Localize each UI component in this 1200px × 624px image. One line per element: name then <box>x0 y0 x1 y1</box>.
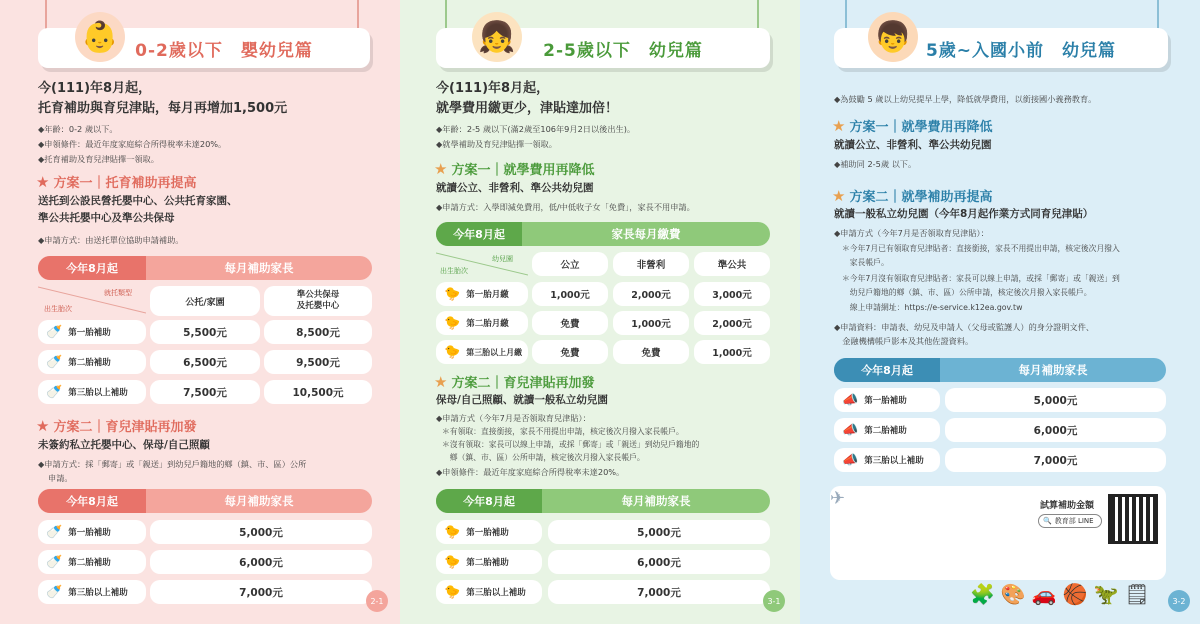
intro-line-2: 托育補助與育兒津貼，每月再增加1,500元 <box>38 101 288 116</box>
row-label-text: 第二胎補助 <box>68 558 111 568</box>
plan2-line: ◆申請方式（今年7月是否領取育兒津貼）： <box>436 413 591 423</box>
plan2-line: 幼兒戶籍地的鄉（鎮、市、區）公所申請，核定後次月撥入家長帳戶。 <box>842 288 1092 297</box>
plan1-note: ◆補助同 2-5歲 以下。 <box>834 159 917 169</box>
bar-right: 每月補助家長 <box>1018 363 1088 377</box>
table-cell: 2,000元 <box>694 311 770 335</box>
megaphone-icon: 📣 <box>842 422 859 438</box>
bullet: ◆年齡：2-5 歲以下(滿2歲至106年9月2日以後出生)。 <box>436 124 636 134</box>
table-row-label <box>436 311 528 335</box>
table-row-label <box>38 580 146 604</box>
paper-plane-icon: ✈ <box>830 488 846 509</box>
row-label-text: 第三胎以上補助 <box>466 588 526 598</box>
plan1-sub: 就讀公立、非營利、準公共幼兒園 <box>436 182 594 194</box>
plan2-apply: ◆申請方式：採「郵寄」或「親送」到幼兒戶籍地的鄉（鎮、市、區）公所 <box>38 459 307 469</box>
row-label-text: 第三胎以上補助 <box>68 588 128 598</box>
col-line: 及托嬰中心 <box>296 301 340 311</box>
table-row-label <box>38 380 146 404</box>
bar-left: 今年8月起 <box>436 222 522 246</box>
table-row-label <box>436 550 542 574</box>
pacifier-icon: 🍼 <box>46 384 63 400</box>
row-label-text: 第一胎補助 <box>864 396 907 406</box>
plan2-line: 金融機構帳戶影本及其他佐證資料。 <box>834 336 974 346</box>
column-header: 公托/家園 <box>150 286 260 316</box>
table-header-bar <box>38 256 372 280</box>
search-icon: 🔍 <box>1043 517 1052 525</box>
table-cell: 3,000元 <box>694 282 770 306</box>
plan2-line: ◆申領條件：最近年度家庭綜合所得稅率未達20%。 <box>436 467 625 477</box>
plan1-heading <box>36 172 196 191</box>
panel-5-school <box>800 0 1200 624</box>
pacifier-icon: 🍼 <box>46 524 63 540</box>
row-label-text: 第三胎以上月繳 <box>466 347 523 357</box>
table-cell: 免費 <box>532 311 608 335</box>
page-number: 3-2 <box>1168 590 1190 612</box>
duck-icon: 🐤 <box>444 524 461 540</box>
table-row-label <box>436 580 542 604</box>
baby-avatar-icon: 👶 <box>75 12 125 62</box>
star-icon: ★ <box>434 372 448 391</box>
section-title: 0-2歲以下 嬰幼兒篇 <box>38 28 370 68</box>
duck-icon: 🐤 <box>444 286 461 302</box>
bar-left: 今年8月起 <box>436 489 542 513</box>
bar-right: 每月補助家長 <box>621 494 691 508</box>
table-header-bar <box>834 358 1166 382</box>
column-header <box>264 286 372 316</box>
row-label-text: 第二胎補助 <box>864 426 907 436</box>
pacifier-icon: 🍼 <box>46 354 63 370</box>
row-label-text: 第三胎以上補助 <box>68 388 128 398</box>
plan1-title: 方案一｜就學費用再降低 <box>451 163 595 178</box>
table-cell: 6,500元 <box>150 350 260 374</box>
line-search-box[interactable] <box>1038 514 1102 528</box>
table-row-label <box>834 448 940 472</box>
duck-icon: 🐤 <box>444 554 461 570</box>
table-row-label <box>38 320 146 344</box>
table-cell: 8,500元 <box>264 320 372 344</box>
column-header: 公立 <box>532 252 608 276</box>
plan2-line: 家長帳戶。 <box>842 258 889 267</box>
plan2-heading <box>434 372 594 391</box>
page-number: 2-1 <box>366 590 388 612</box>
table-row-label <box>436 282 528 306</box>
plan1-heading <box>434 159 594 178</box>
bar-left: 今年8月起 <box>834 358 940 382</box>
intro-line-1: 今(111)年8月起， <box>38 81 152 96</box>
section-title: 2-5歲以下 幼兒篇 <box>436 28 770 68</box>
table-cell: 1,000元 <box>694 340 770 364</box>
section-title: 5歲~入國小前 幼兒篇 <box>834 28 1168 68</box>
table-row-label <box>436 340 528 364</box>
table-cell: 1,000元 <box>532 282 608 306</box>
diag-top-label: 就托類型 <box>104 289 132 297</box>
table-cell: 5,000元 <box>150 520 372 544</box>
plan2-line: 鄉（鎮、市、區）公所申請，核定後次月撥入家長帳戶。 <box>442 453 645 462</box>
duck-icon: 🐤 <box>444 584 461 600</box>
rope <box>45 0 47 30</box>
table-cell: 9,500元 <box>264 350 372 374</box>
plan2-line: ＊今年7月沒有領取育兒津貼者：家長可以線上申請，或採「郵寄」或「親送」到 <box>842 274 1120 283</box>
row-label-text: 第一胎補助 <box>68 528 111 538</box>
plan2-line: ◆申請方式（今年7月是否領取育兒津貼）： <box>834 228 989 238</box>
diag-bottom-label: 出生胎次 <box>44 305 72 313</box>
pacifier-icon: 🍼 <box>46 324 63 340</box>
toys-decoration-icon: 🧩🎨🚗🏀🦖🗒 <box>970 582 1156 606</box>
bullet: ◆就學補助及育兒津貼擇一領取。 <box>436 139 557 149</box>
boy-avatar-icon: 👦 <box>868 12 918 62</box>
panel-2-5 <box>400 0 800 624</box>
star-icon: ★ <box>832 186 846 205</box>
plan1-heading <box>832 116 992 135</box>
intro: ◆為鼓勵 5 歲以上幼兒提早上學，降低就學費用，以銜接國小義務教育。 <box>834 94 1097 104</box>
table-cell: 6,000元 <box>150 550 372 574</box>
calc-label: 試算補助金額 <box>1040 501 1095 511</box>
table-row-label <box>834 388 940 412</box>
table-cell: 5,000元 <box>945 388 1166 412</box>
intro-line-1: 今(111)年8月起， <box>436 81 550 96</box>
table-cell: 2,000元 <box>613 282 689 306</box>
col-line: 準公共保母 <box>296 290 340 300</box>
plan2-heading <box>36 416 196 435</box>
plan2-line: ＊沒有領取：家長可以線上申請，或採「郵寄」或「親送」到幼兒戶籍地的 <box>442 440 700 449</box>
megaphone-icon: 📣 <box>842 392 859 408</box>
plan1-sub: 就讀公立、非營利、準公共幼兒園 <box>834 139 992 151</box>
table-row-label <box>834 418 940 442</box>
rope <box>357 0 359 30</box>
plan2-sub: 保母/自己照顧、就讀一般私立幼兒園 <box>436 394 608 406</box>
table-cell: 10,500元 <box>264 380 372 404</box>
duck-icon: 🐤 <box>444 344 461 360</box>
page-number: 3-1 <box>763 590 785 612</box>
column-header: 準公共 <box>694 252 770 276</box>
diag-top-label: 幼兒園 <box>492 255 513 263</box>
table-row-label <box>38 350 146 374</box>
table-cell: 免費 <box>532 340 608 364</box>
pacifier-icon: 🍼 <box>46 554 63 570</box>
plan2-sub: 未簽約私立托嬰中心、保母/自己照顧 <box>38 439 210 451</box>
table-cell: 6,000元 <box>945 418 1166 442</box>
table-cell: 免費 <box>613 340 689 364</box>
plan1-title: 方案一｜就學費用再降低 <box>849 120 993 135</box>
plan2-line: ＊今年7月已有領取育兒津貼者：直接銜接，家長不用提出申請，核定後次月撥入 <box>842 244 1120 253</box>
plan2-title: 方案二｜育兒津貼再加發 <box>53 420 197 435</box>
rope <box>1157 0 1159 30</box>
plan2-line: 線上申請網址：https://e-service.k12ea.gov.tw <box>842 303 1023 312</box>
rope <box>845 0 847 30</box>
plan1-apply: ◆申請方式：入學即減免費用，低/中低收子女「免費」，家長不用申請。 <box>436 202 695 212</box>
pacifier-icon: 🍼 <box>46 584 63 600</box>
bar-left: 今年8月起 <box>38 489 146 513</box>
row-label-text: 第一胎補助 <box>466 528 509 538</box>
table-cell: 7,000元 <box>945 448 1166 472</box>
star-icon: ★ <box>36 416 50 435</box>
bar-right: 家長每月繳費 <box>611 227 681 241</box>
table-cell: 5,000元 <box>548 520 770 544</box>
bar-right: 每月補助家長 <box>224 494 294 508</box>
girl-avatar-icon: 👧 <box>472 12 522 62</box>
table-header-bar <box>436 489 770 513</box>
bullet: ◆年齡：0-2 歲以下。 <box>38 124 118 134</box>
table-header-bar <box>38 489 372 513</box>
row-label-text: 第二胎月繳 <box>466 319 509 329</box>
table-row-label <box>436 520 542 544</box>
row-label-text: 第二胎補助 <box>466 558 509 568</box>
rope <box>757 0 759 30</box>
star-icon: ★ <box>832 116 846 135</box>
plan1-sub: 送托到公設民營托嬰中心、公共托育家園、 <box>38 195 238 207</box>
plan1-sub: 準公共托嬰中心及準公共保母 <box>38 212 175 224</box>
megaphone-icon: 📣 <box>842 452 859 468</box>
table-header-bar <box>436 222 770 246</box>
bar-right: 每月補助家長 <box>224 261 294 275</box>
row-label-text: 第三胎以上補助 <box>864 456 924 466</box>
plan2-title: 方案二｜就學補助再提高 <box>849 190 993 205</box>
row-label-text: 第一胎月繳 <box>466 290 509 300</box>
plan2-line: ◆申請資料：申請表、幼兒及申請人（父母或監護人）的身分證明文件、 <box>834 322 1095 332</box>
table-cell: 7,500元 <box>150 380 260 404</box>
table-row-label <box>38 520 146 544</box>
panel-0-2 <box>0 0 400 624</box>
diag-bottom-label: 出生胎次 <box>440 267 468 275</box>
bar-left: 今年8月起 <box>38 256 146 280</box>
column-header: 非營利 <box>613 252 689 276</box>
plan2-heading <box>832 186 992 205</box>
table-cell: 6,000元 <box>548 550 770 574</box>
qr-code[interactable] <box>1108 494 1158 544</box>
table-cell: 7,000元 <box>548 580 770 604</box>
table-row-label <box>38 550 146 574</box>
rope <box>445 0 447 30</box>
bullet: ◆申領條件：最近年度家庭綜合所得稅率未達20%。 <box>38 139 227 149</box>
row-label-text: 第二胎補助 <box>68 358 111 368</box>
duck-icon: 🐤 <box>444 315 461 331</box>
row-label-text: 第一胎補助 <box>68 328 111 338</box>
plan2-title: 方案二｜育兒津貼再加發 <box>451 376 595 391</box>
plan2-line: ＊有領取：直接銜接，家長不用提出申請，核定後次月撥入家長帳戶。 <box>442 427 684 436</box>
table-cell: 7,000元 <box>150 580 372 604</box>
star-icon: ★ <box>434 159 448 178</box>
intro-line-2: 就學費用繳更少，津貼達加倍！ <box>436 101 619 116</box>
table-cell: 1,000元 <box>613 311 689 335</box>
table-cell: 5,500元 <box>150 320 260 344</box>
plan1-title: 方案一｜托育補助再提高 <box>53 176 197 191</box>
star-icon: ★ <box>36 172 50 191</box>
plan2-sub: 就讀一般私立幼兒園（今年8月起作業方式同育兒津貼） <box>834 208 1094 220</box>
bullet: ◆托育補助及育兒津貼擇一領取。 <box>38 154 159 164</box>
plan1-apply: ◆申請方式：由送托單位協助申請補助。 <box>38 235 184 245</box>
plan2-apply: 申請。 <box>48 473 73 483</box>
search-label: 教育部 LINE <box>1054 517 1094 525</box>
